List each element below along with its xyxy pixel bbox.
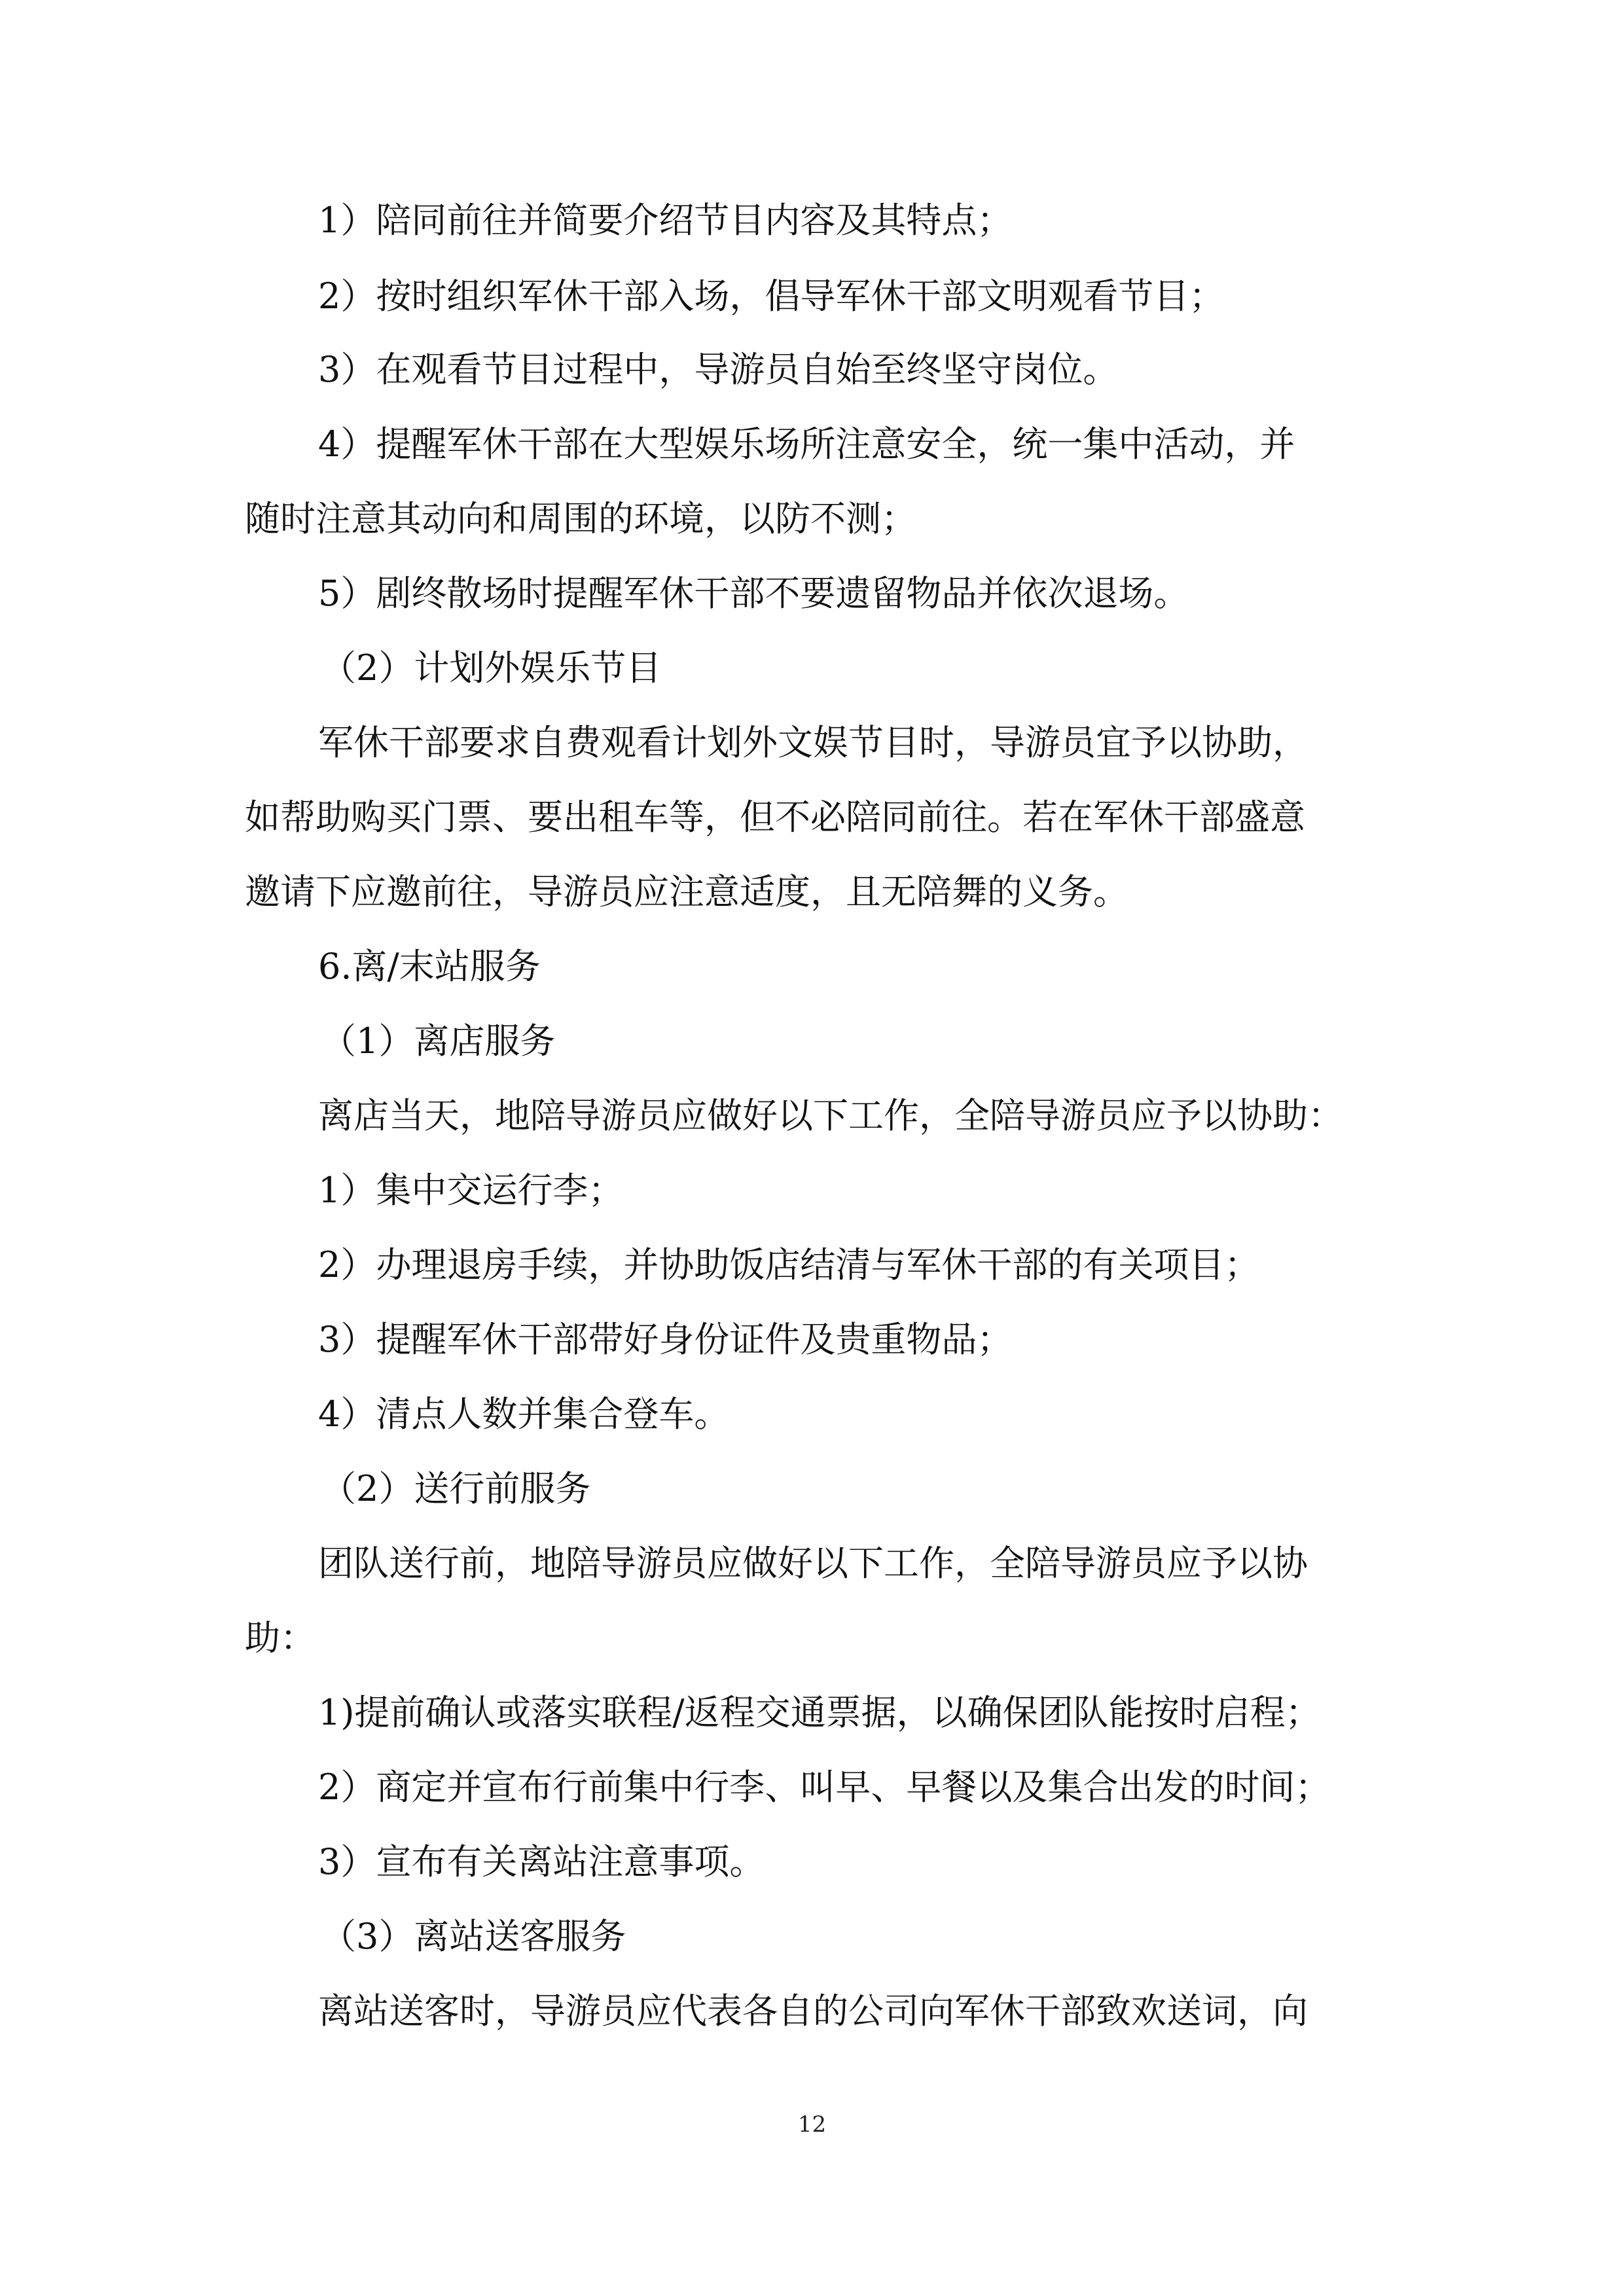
paragraph-predeparture-line-2: 助： (245, 1617, 316, 1659)
predeparture-item-3: 3）宣布有关离站注意事项。 (318, 1841, 765, 1882)
list-item-5: 5）剧终散场时提醒军休干部不要遗留物品并依次退场。 (318, 573, 1189, 614)
section-heading-departure-service: 6.离/末站服务 (318, 946, 541, 987)
list-item-2: 2）按时组织军休干部入场，倡导军休干部文明观看节目； (318, 276, 1225, 317)
paragraph-predeparture-line-1: 团队送行前，地陪导游员应做好以下工作，全陪导游员应予以协 (318, 1543, 1308, 1584)
paragraph-station-farewell: 离站送客时，导游员应代表各自的公司向军休干部致欢送词，向 (318, 1990, 1308, 2032)
predeparture-item-1: 1)提前确认或落实联程/返程交通票据，以确保团队能按时启程； (318, 1692, 1321, 1733)
paragraph-unplanned-line-3: 邀请下应邀前往，导游员应注意适度，且无陪舞的义务。 (245, 871, 1128, 912)
list-item-3: 3）在观看节目过程中，导游员自始至终坚守岗位。 (318, 349, 1119, 390)
checkout-item-1: 1）集中交运行李； (318, 1170, 624, 1211)
paragraph-unplanned-line-1: 军休干部要求自费观看计划外文娱节目时，导游员宜予以协助， (318, 722, 1308, 763)
list-item-4: 4）提醒军休干部在大型娱乐场所注意安全，统一集中活动，并 (318, 423, 1295, 465)
checkout-item-2: 2）办理退房手续，并协助饭店结清与军休干部的有关项目； (318, 1244, 1260, 1285)
section-heading-predeparture-service: （2）送行前服务 (321, 1468, 591, 1509)
predeparture-item-2: 2）商定并宣布行前集中行李、叫早、早餐以及集合出发的时间； (318, 1767, 1331, 1808)
page-number: 12 (797, 2111, 827, 2138)
checkout-item-3: 3）提醒军休干部带好身份证件及贵重物品； (318, 1319, 1013, 1360)
paragraph-unplanned-line-2: 如帮助购买门票、要出租车等，但不必陪同前往。若在军休干部盛意 (245, 797, 1305, 838)
section-heading-unplanned-entertainment: （2）计划外娱乐节目 (321, 647, 662, 689)
section-heading-station-farewell: （3）离站送客服务 (321, 1916, 626, 1957)
checkout-item-4: 4）清点人数并集合登车。 (318, 1393, 730, 1435)
list-item-1: 1）陪同前往并简要介绍节目内容及其特点； (318, 200, 1013, 241)
paragraph-checkout-intro: 离店当天，地陪导游员应做好以下工作，全陪导游员应予以协助： (318, 1095, 1343, 1136)
section-heading-checkout-service: （1）离店服务 (321, 1020, 556, 1062)
list-item-4-continued: 随时注意其动向和周围的环境，以防不测； (245, 498, 916, 539)
